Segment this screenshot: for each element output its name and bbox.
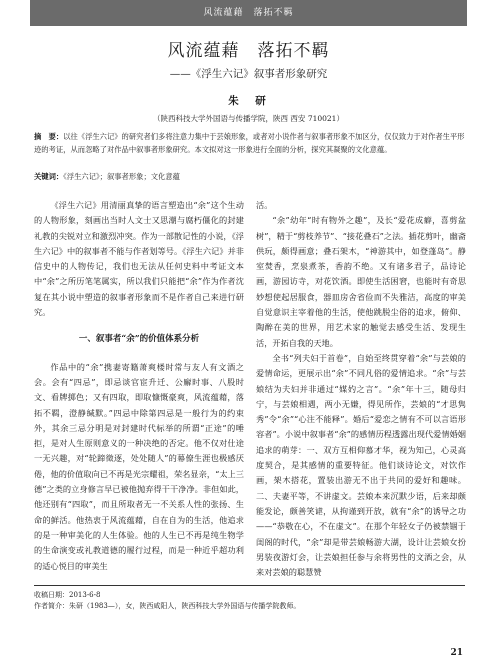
author-bio: 作者简介：朱研（1983—），女，陕西咸阳人，陕西科技大学外国语与传播学院教师。	[34, 602, 301, 610]
keywords-label: 关键词：	[34, 172, 64, 181]
abstract-label: 摘 要：	[34, 132, 64, 141]
abstract	[34, 130, 466, 156]
footnote-divider	[34, 585, 465, 586]
abstract-text: 以往《浮生六记》的研究者们多将注意力集中于芸娘形象，或者对小说作者与叙事者形象不加区分，仅仅致力于对作者生平形迹的考证，从而忽略了对作品中叙事者形象研究。本文拟对这一形象进行全面的分析，探究其凝聚的文化意蕴。	[34, 132, 465, 154]
body-paragraph: 作品中的“余”携妻寄籍萧爽楼时常与友人有文酒之会。会有“四忌”，即忌谈官宦升迁、公廨时事、八股时文、看牌掷色；又有四取，即取慷慨豪爽，风流蕴藉，落拓不羁，澄静缄默。”四忌中除第四忌是一般行为的约束外，其余三忌分明是对封建时代标举的所谓“正途”的唾拒，是对人生原则意义的一种决绝的否定。他不仅对仕途一无兴趣，对“轮蹄徵逐，处处随人”的幕僚生涯也极感厌倦，他的价值取向已不再是光宗耀祖，荣名显亲，“太上三德”之类的立身修言早已被他抛弃得干干净净。非但如此，他还别有“四取”，而且所取者无一不关系人性的张扬、生命的鲜活。他热衷于风流蕴藉，自在自为的生活，他追求的是一种审美化的人生体验。他的人生已不再是纯生物学的生命演变或礼教道德的履行过程，而是一种近乎超功利的适心悦目的审美生	[34, 361, 244, 571]
page-number: 21	[450, 648, 463, 658]
body-paragraph: 《浮生六记》用清丽真挚的语言塑造出“余”这个生动的人物形象，刻画出当时人文士又思潮与腐朽僵化的封建礼教的尖锐对立和激烈冲突。作为一部散记性的小说，《浮生六记》中的叙事者不能与作者划等号。《浮生六记》并非信史中的人物传记，我们也无法从任何史料中考证文本中“余”之所历笔笔属实，所以我们只能把“余”作为作者沈复在其小说中塑造的叙事者形象而不是作者自己来进行研究。	[34, 200, 244, 318]
article-title: 风流蕴藉 落拓不羁	[167, 41, 330, 61]
keywords-text: 《浮生六记》；叙事者形象；文化意蕴	[63, 172, 180, 181]
body-paragraph: 全书“列夫妇于首卷”，自始至终贯穿着“余”与芸娘的爱情命运，更展示出“余”不同凡俗的爱情追求。“余”与芸娘结为夫妇并非通过“媒妁之言”。“余”年十三，随母归宁，与芸娘相遇，两小无嫌，得见所作，芸娘的“才思隽秀”令“余”“心注不能释”。婚后“爱恋之情有不可以言语形容者”。小说中叙事者“余”的感情历程透露出现代爱情婚姻追求的萌芽：一、双方互相仰慕才华，视为知己，心灵高度契合，是其感情的重要特征。他们谈诗论文，对饮作画，架木搭花，置装出游无不出于共同的爱好和趣味。二、夫妻平等，不讲虚文。芸娘本来沉默少语，后来却颇能发论，颇善笑谑，从拘谨到开放，就有“余”的诱导之功——“恭敬在心，不在虚文”。在那个年轻女子仍被禁锢于闺阁的时代，“余”却是带芸娘畅游大湖，设计让芸娘女扮男装夜游灯会，让芸娘担任参与余将男性的文酒之会，从来对芸娘的聪慧赞	[256, 352, 466, 578]
section-heading: 一、叙事者“余”的价值体系分析	[78, 334, 200, 345]
keywords	[34, 172, 466, 182]
right-column	[256, 198, 466, 580]
left-column	[34, 198, 244, 574]
running-header	[30, 0, 467, 26]
author-affiliation: （陕西科技大学外国语与传播学院，陕西 西安 710021）	[153, 114, 344, 123]
received-date: 收稿日期：2013-6-8	[34, 591, 101, 599]
running-title: 风流蕴藉 落拓不羁	[203, 8, 294, 18]
author-name: 朱 研	[228, 95, 269, 107]
body-paragraph: “余”幼年“时有物外之趣”，及长“爱花成癖，喜剪盆树”，精于“剪枝养节”、“接花叠石”之法。插花剪叶，幽斋供玩，颇得画意；叠石架木，“神游其中，如登蓬岛”。静室焚香，烹泉煮茶，香韵不绝。又有诸多君子，品诗论画，游园访寺，对花饮酒。即使生活困窘，也能时有奇思妙想使起居服食，器皿房舍省俭而不失雅洁，高度的审美自觉意识主宰着他的生活，使他跳脱尘俗的追求，俯仰、陶醉在美的世界，用艺术家的触觉去感受生活、发现生活，开拓自我的天地。	[256, 215, 466, 348]
body-paragraph: 活。	[256, 200, 273, 210]
article-subtitle: ——《浮生六记》叙事者形象研究	[169, 68, 328, 80]
